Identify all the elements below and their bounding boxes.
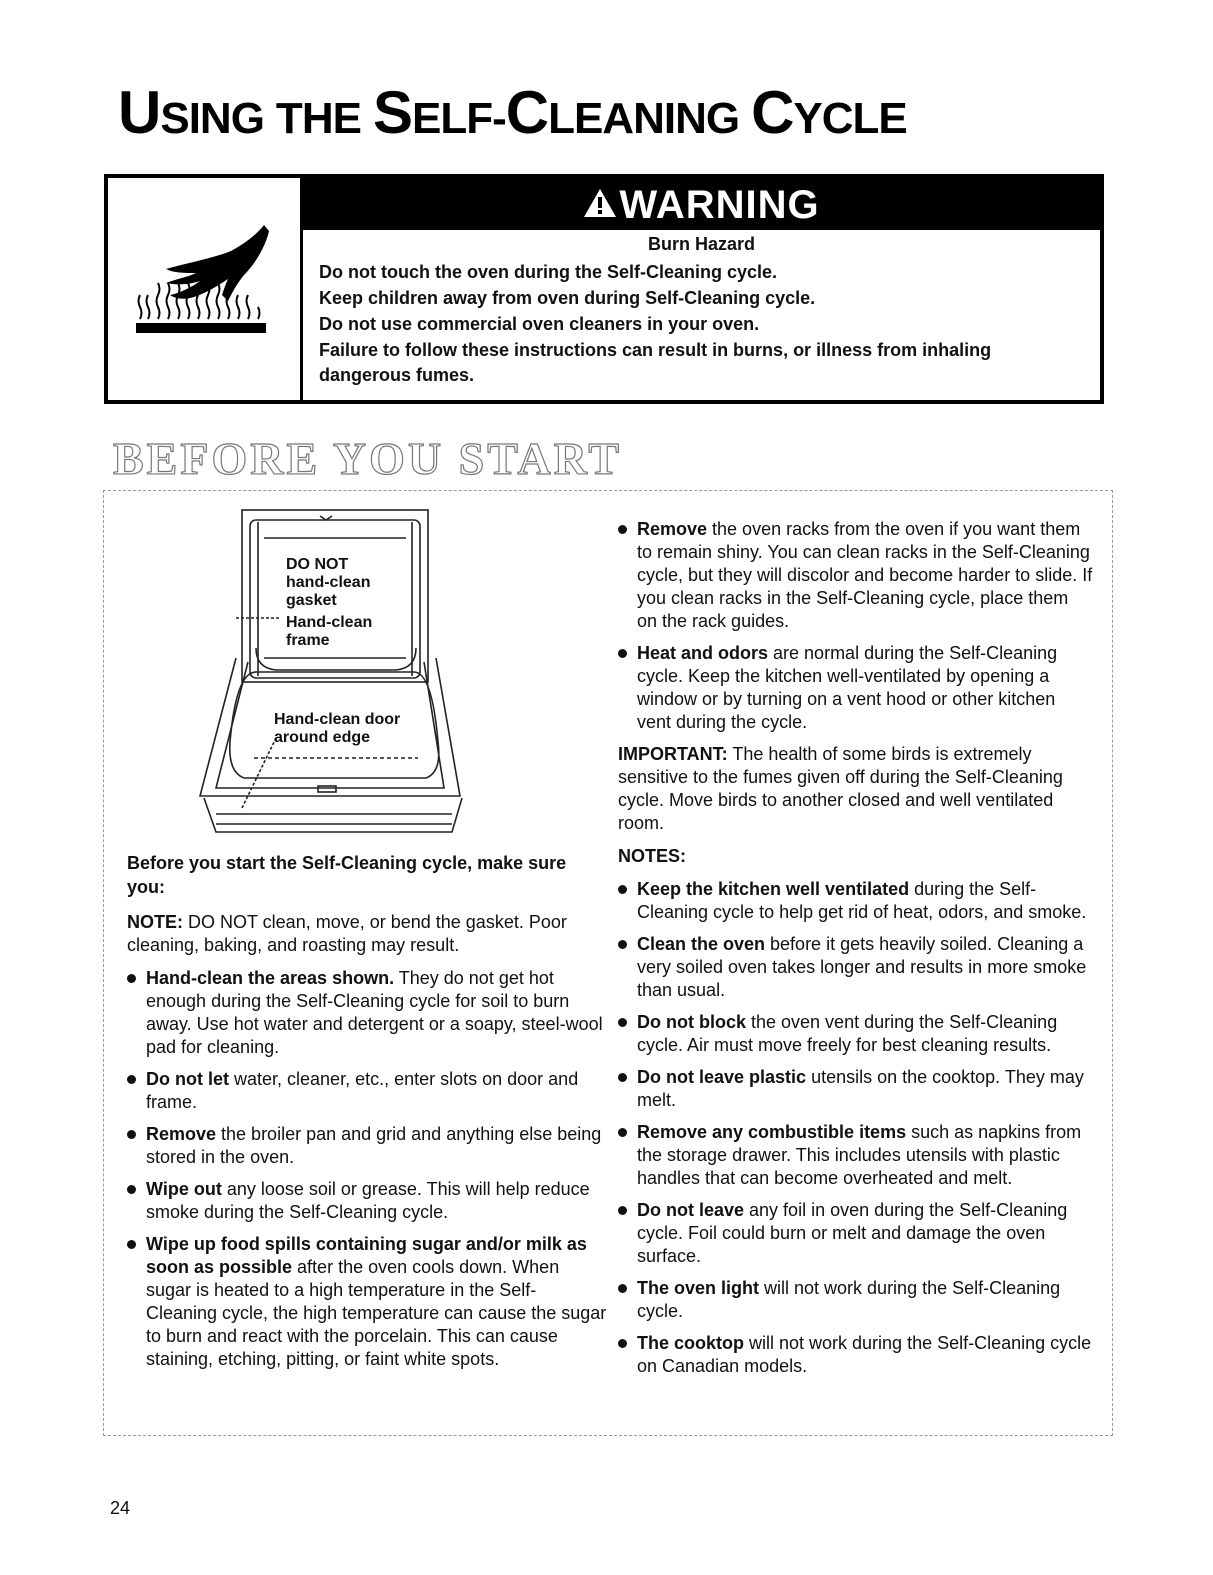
hazard-title: Burn Hazard <box>647 234 755 254</box>
important-text: The health of some birds is extremely sensitive to the fumes given off during the Self-Cleaning cycle. Move birds to another closed and well ventilated room. <box>618 744 1063 833</box>
notes-list <box>618 878 1093 1378</box>
list-item-text: the broiler pan and grid and anything else being stored in the oven. <box>146 1124 602 1167</box>
list-item-text: after the oven cools down. When sugar is heated to a high temperature in the Self-Cleaning cycle, the high temperature can cause the sugar to burn and react with the porcelain. This can cause staining, etching, pitting, or faint white spots. <box>146 1257 607 1369</box>
list-item-bold: Wipe out <box>146 1179 222 1199</box>
important-note <box>618 743 1093 835</box>
list-item <box>618 518 1093 633</box>
label-gasket-line: gasket <box>286 592 337 609</box>
list-item <box>127 1068 607 1114</box>
label-door-line: around edge <box>274 729 371 746</box>
warning-line: Failure to follow these instructions can result in burns, or illness from inhaling dangerous fumes. <box>319 340 992 385</box>
note-text: DO NOT clean, move, or bend the gasket. Poor cleaning, baking, and roasting may result. <box>127 912 567 955</box>
important-label: IMPORTANT: <box>618 744 728 764</box>
warning-line: Keep children away from oven during Self-Cleaning cycle. <box>319 288 816 308</box>
list-item-text: They do not get hot enough during the Self-Cleaning cycle for soil to burn away. Use hot water and detergent or a soapy, steel-wool pad for cleaning. <box>146 968 603 1057</box>
page-number: 24 <box>110 1498 131 1518</box>
list-item-text: any foil in oven during the Self-Cleaning cycle. Foil could burn or melt and damage the oven surface. <box>637 1200 1068 1266</box>
warning-box <box>104 174 1104 404</box>
list-item-text: the oven vent during the Self-Cleaning cycle. Air must move freely for best cleaning results. <box>637 1012 1058 1055</box>
label-gasket-line: hand-clean <box>286 574 371 591</box>
list-item <box>618 1277 1093 1323</box>
warning-line: Do not use commercial oven cleaners in your oven. <box>319 314 760 334</box>
list-item-bold: Do not let <box>146 1069 229 1089</box>
list-item-bold: Clean the oven <box>637 934 766 954</box>
title-part: YCLE <box>793 94 907 143</box>
hot-surface-icon <box>136 223 276 353</box>
before-start-lead: Before you start the Self-Cleaning cycle, make sure you: <box>127 853 567 897</box>
list-item <box>618 878 1093 924</box>
list-item-bold: The cooktop <box>637 1333 744 1353</box>
title-part: SING <box>160 94 264 143</box>
list-item <box>127 1178 607 1224</box>
notes-title: NOTES: <box>618 846 687 866</box>
warning-triangle-icon <box>583 188 617 218</box>
title-part: LEANING <box>548 94 740 143</box>
label-door-line: Hand-clean door <box>274 711 401 728</box>
racks-list <box>618 518 1093 734</box>
list-item-bold: Do not block <box>637 1012 746 1032</box>
label-door <box>274 711 400 747</box>
title-part: U <box>118 79 161 146</box>
list-item-text: before it gets heavily soiled. Cleaning a very soiled oven takes longer and results in more smoke than usual. <box>637 934 1087 1000</box>
gasket-note <box>127 911 607 957</box>
list-item-text: will not work during the Self-Cleaning cycle. <box>637 1278 1061 1321</box>
oven-door-diagram <box>196 508 476 834</box>
list-item-bold: Wipe up food spills containing sugar and/or milk as soon as possible <box>146 1234 587 1277</box>
list-item <box>618 642 1093 734</box>
list-item-text: are normal during the Self-Cleaning cycle. Keep the kitchen well-ventilated by opening a window or by turning on a vent hood or other kitchen vent during the cycle. <box>637 643 1058 732</box>
list-item-bold: Remove <box>146 1124 217 1144</box>
section-heading: BEFORE YOU START <box>113 433 623 484</box>
title-part: ELF- <box>411 94 506 143</box>
list-item <box>127 967 607 1059</box>
label-frame-line: Hand-clean <box>286 614 373 631</box>
warning-banner <box>303 178 1100 230</box>
list-item <box>618 1121 1093 1190</box>
list-item-bold: Do not leave plastic <box>637 1067 807 1087</box>
warning-banner-text: WARNING <box>619 183 820 227</box>
label-gasket <box>286 556 370 610</box>
list-item <box>618 933 1093 1002</box>
label-gasket-line: DO NOT <box>286 556 349 573</box>
right-column <box>618 518 1093 1387</box>
list-item-text: such as napkins from the storage drawer. This includes utensils with plastic handles that can become overheated and melt. <box>637 1122 1082 1188</box>
list-item-text: any loose soil or grease. This will help reduce smoke during the Self-Cleaning cycle. <box>146 1179 590 1222</box>
list-item-text: will not work during the Self-Cleaning cycle on Canadian models. <box>637 1333 1092 1376</box>
title-part: S <box>372 79 412 146</box>
left-column <box>127 851 607 1380</box>
list-item-text: utensils on the cooktop. They may melt. <box>637 1067 1084 1110</box>
warning-line: Do not touch the oven during the Self-Cleaning cycle. <box>319 262 778 282</box>
list-item-bold: Heat and odors <box>637 643 769 663</box>
title-part: C <box>751 79 794 146</box>
list-item <box>618 1199 1093 1268</box>
title-part: T <box>275 94 302 143</box>
label-frame-line: frame <box>286 632 330 649</box>
list-item <box>618 1332 1093 1378</box>
list-item-bold: Do not leave <box>637 1200 745 1220</box>
list-item <box>618 1011 1093 1057</box>
list-item-bold: Keep the kitchen well ventilated <box>637 879 910 899</box>
list-item-bold: Hand-clean the areas shown. <box>146 968 395 988</box>
list-item <box>127 1123 607 1169</box>
list-item-text: during the Self-Cleaning cycle to help get rid of heat, odors, and smoke. <box>637 879 1087 922</box>
note-label: NOTE: <box>127 912 183 932</box>
list-item-bold: Remove any combustible items <box>637 1122 907 1142</box>
list-item <box>618 1066 1093 1112</box>
list-item-bold: Remove <box>637 519 708 539</box>
title-part: C <box>505 79 549 146</box>
label-frame <box>286 614 372 650</box>
page-title <box>118 78 907 148</box>
warning-icon-cell <box>108 178 303 400</box>
list-item-bold: The oven light <box>637 1278 760 1298</box>
warning-lines <box>319 260 1078 389</box>
list-item <box>127 1233 607 1371</box>
list-item-text: water, cleaner, etc., enter slots on door and frame. <box>146 1069 579 1112</box>
list-item-text: the oven racks from the oven if you want them to remain shiny. You can clean racks in the Self-Cleaning cycle, but they will discolor and become harder to slide. If you clean racks in the Self-Cleaning cycle, place them on the rack guides. <box>637 519 1093 631</box>
prep-list <box>127 967 607 1371</box>
title-part: HE <box>301 94 361 143</box>
